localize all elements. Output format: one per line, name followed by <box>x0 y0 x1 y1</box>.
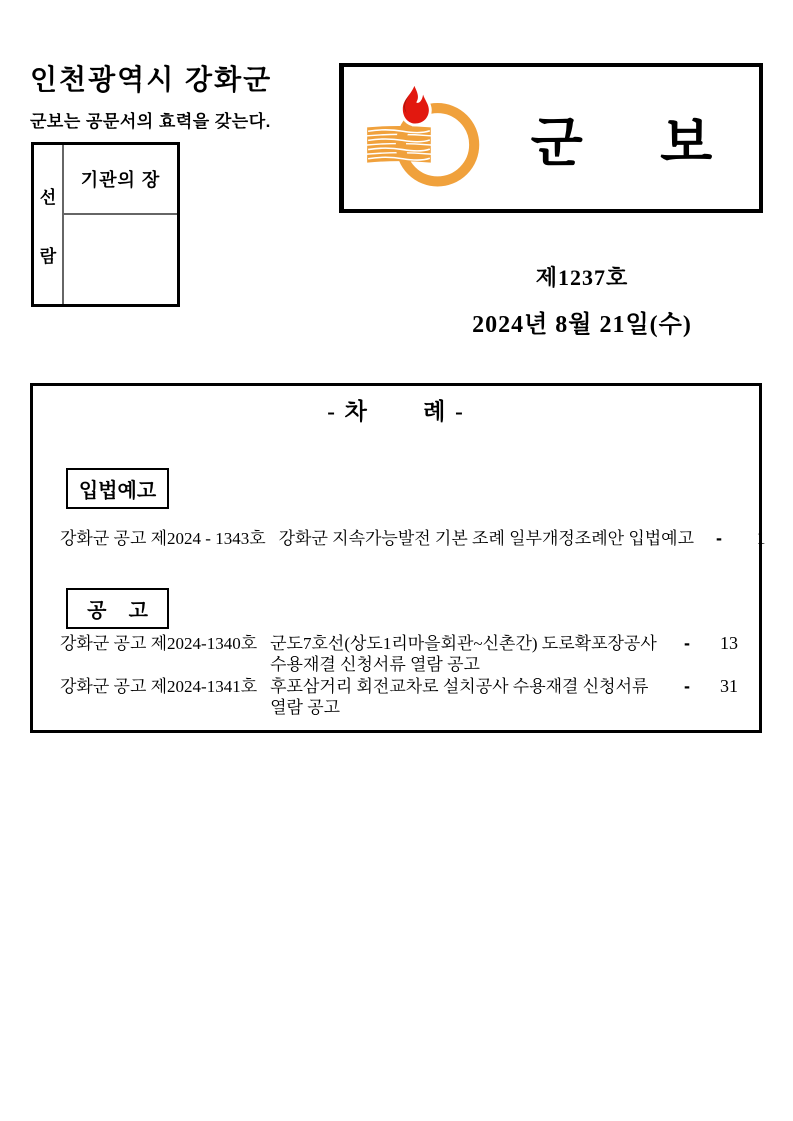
flame-icon <box>403 86 429 124</box>
entry-page-number: 13 <box>720 633 738 653</box>
entry-page-number: 31 <box>720 676 738 696</box>
section-label-public-notice: 공 고 <box>66 588 169 629</box>
entry-title <box>279 528 694 549</box>
entry-page-number: 1 <box>756 528 766 548</box>
gazette-name-char1: 군 <box>530 112 583 173</box>
approval-header-cell: 기관의 장 <box>64 145 177 215</box>
gazette-name-char2: 보 <box>660 112 713 173</box>
toc-heading: - 차 례 - <box>327 399 465 424</box>
entry-title-line1: 군도7호선(상도1리마을회관~신촌간) 도로확포장공사 <box>270 634 657 653</box>
entry-title <box>270 676 662 718</box>
toc-entry-row <box>60 676 746 718</box>
entry-notice-number: 강화군 공고 제2024 - 1343호 <box>60 529 266 548</box>
entry-dash: - <box>684 676 690 696</box>
gazette-name <box>484 100 759 177</box>
toc-box <box>30 383 766 733</box>
issue-number: 제1237호 <box>535 265 629 290</box>
gazette-motto: 군보는 공문서의 효력을 갖는다. <box>30 112 271 131</box>
entry-title-line1: 후포삼거리 회전교차로 설치공사 수용재결 신청서류 <box>270 677 649 696</box>
gazette-title-box <box>339 63 763 213</box>
approval-side-label-top: 선 <box>39 187 57 207</box>
entry-title <box>270 633 662 675</box>
entry-dash: - <box>716 528 723 548</box>
county-emblem-icon <box>366 84 484 192</box>
approval-side-column <box>34 145 64 304</box>
entry-notice-number: 강화군 공고 제2024-1341호 <box>60 677 258 696</box>
section-label-legislative-notice: 입법예고 <box>66 468 169 509</box>
region-title: 인천광역시 강화군 <box>30 64 273 95</box>
issue-date: 2024년 8월 21일(수) <box>472 312 692 338</box>
approval-table <box>31 142 180 307</box>
entry-notice-number: 강화군 공고 제2024-1340호 <box>60 634 258 653</box>
approval-signature-cell <box>64 215 177 304</box>
toc-entry-row <box>60 633 746 675</box>
entry-title-line2: 수용재결 신청서류 열람 공고 <box>270 655 480 674</box>
entry-dash: - <box>684 633 690 653</box>
approval-side-label-bottom: 람 <box>39 246 57 266</box>
masthead-left <box>30 58 272 132</box>
approval-main-column <box>64 145 177 304</box>
entry-title-line2: 열람 공고 <box>270 698 341 717</box>
entry-title-line1: 강화군 지속가능발전 기본 조례 일부개정조례안 입법예고 <box>278 529 695 548</box>
toc-entry-row <box>60 528 766 549</box>
